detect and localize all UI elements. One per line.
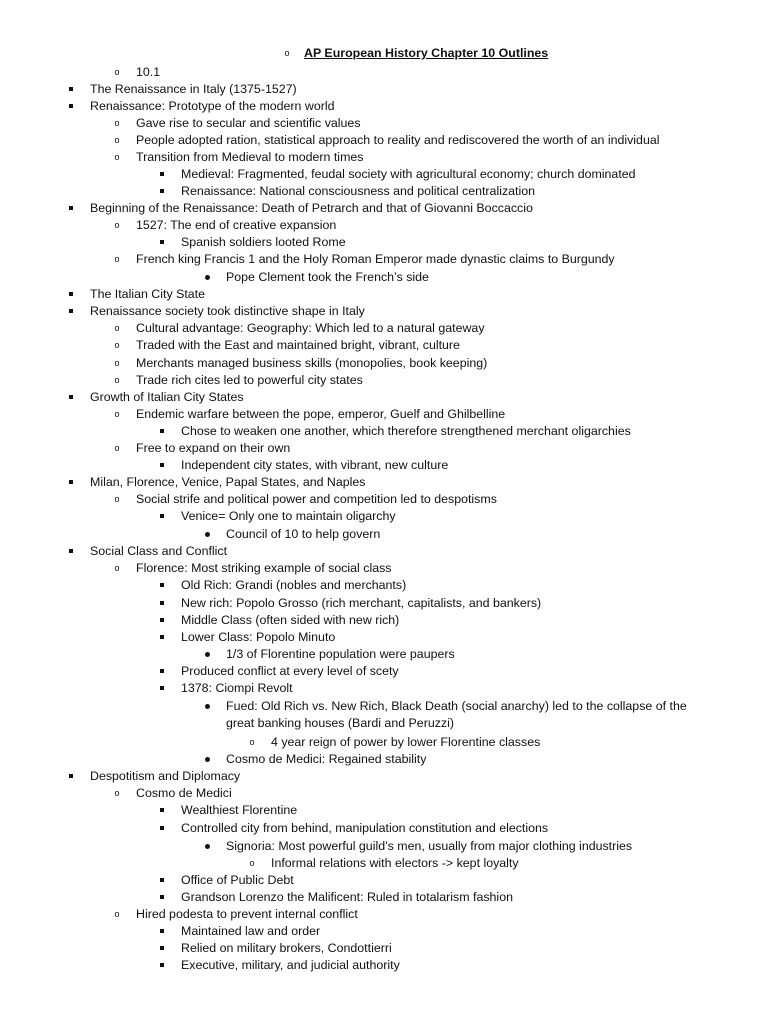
round-bullet-marker — [202, 526, 212, 543]
outline-item-level-3 — [0, 457, 768, 474]
outline-item-level-2 — [0, 406, 768, 423]
square-bullet-marker — [66, 98, 76, 115]
hollow-bullet-marker: o — [114, 788, 120, 798]
square-bullet-marker — [157, 234, 167, 251]
square-bullet-marker — [157, 889, 167, 906]
square-bullet-marker — [157, 957, 167, 974]
outline-item-text: Independent city states, with vibrant, new culture — [181, 458, 449, 472]
outline-item-text: Renaissance: Prototype of the modern world — [90, 99, 335, 113]
outline-item-text: 1/3 of Florentine population were paupers — [226, 647, 455, 661]
outline-item-text: Chose to weaken one another, which therefore strengthened merchant oligarchies — [181, 424, 631, 438]
outline-item-level-2 — [0, 440, 768, 457]
outline-item-level-3 — [0, 802, 768, 819]
outline-item-level-2 — [0, 132, 768, 149]
outline-item-text: Fued: Old Rich vs. New Rich, Black Death (social anarchy) led to the collapse of the great banking houses (Bardi and Peruzzi) — [226, 699, 687, 730]
round-bullet-marker — [202, 751, 212, 768]
outline-item-text: 4 year reign of power by lower Florentine classes — [271, 735, 541, 749]
outline-item-level-1 — [0, 474, 768, 491]
outline-item-level-3 — [0, 508, 768, 525]
hollow-bullet-marker: o — [114, 135, 120, 145]
square-bullet-marker — [157, 629, 167, 646]
outline-item-level-5 — [0, 855, 768, 872]
outline-item-level-3 — [0, 820, 768, 837]
outline-item-text: The Renaissance in Italy (1375-1527) — [90, 82, 297, 96]
round-bullet-marker — [202, 838, 212, 855]
title-marker: o — [284, 48, 290, 58]
square-bullet-marker — [157, 595, 167, 612]
outline-item-level-2 — [0, 149, 768, 166]
outline-item-text: New rich: Popolo Grosso (rich merchant, capitalists, and bankers) — [181, 596, 542, 610]
outline-item-text: Endemic warfare between the pope, emperor, Guelf and Ghilbelline — [136, 407, 506, 421]
outline-item-text: Florence: Most striking example of social class — [136, 561, 392, 575]
outline-item-level-1 — [0, 768, 768, 785]
outline-item-level-3 — [0, 663, 768, 680]
outline-item-level-2 — [0, 115, 768, 132]
outline-item-text: Free to expand on their own — [136, 441, 291, 455]
outline-item-level-4 — [0, 269, 768, 286]
outline-item-level-3 — [0, 680, 768, 697]
hollow-bullet-marker: o — [114, 323, 120, 333]
outline-item-level-1 — [0, 286, 768, 303]
square-bullet-marker — [66, 303, 76, 320]
outline-item-text: Venice= Only one to maintain oligarchy — [181, 509, 396, 523]
outline-item-text: Beginning of the Renaissance: Death of Petrarch and that of Giovanni Boccaccio — [90, 201, 533, 215]
outline-item-text: Controlled city from behind, manipulation constitution and elections — [181, 821, 549, 835]
outline-item-text: Council of 10 to help govern — [226, 527, 381, 541]
outline-item-level-1 — [0, 389, 768, 406]
square-bullet-marker — [66, 286, 76, 303]
hollow-bullet-marker: o — [114, 220, 120, 230]
hollow-bullet-marker: o — [114, 254, 120, 264]
outline-item-text: 1527: The end of creative expansion — [136, 218, 337, 232]
outline-item-level-1 — [0, 98, 768, 115]
hollow-bullet-marker: o — [114, 409, 120, 419]
square-bullet-marker — [157, 423, 167, 440]
outline-item-text: People adopted ration, statistical approach to reality and rediscovered the worth of an individual — [136, 133, 660, 147]
outline-item-level-2 — [0, 372, 768, 389]
outline-item-text: Milan, Florence, Venice, Papal States, and Naples — [90, 475, 366, 489]
outline-item-text: Middle Class (often sided with new rich) — [181, 613, 400, 627]
hollow-bullet-marker: o — [249, 858, 255, 868]
square-bullet-marker — [157, 577, 167, 594]
square-bullet-marker — [157, 183, 167, 200]
outline-item-text: Traded with the East and maintained bright, vibrant, culture — [136, 338, 460, 352]
outline-item-level-1 — [0, 81, 768, 98]
outline-item-level-3 — [0, 577, 768, 594]
outline-item-level-3 — [0, 612, 768, 629]
section-marker: o — [114, 67, 120, 77]
square-bullet-marker — [66, 81, 76, 98]
outline-item-level-1 — [0, 200, 768, 217]
round-bullet-marker — [202, 269, 212, 286]
outline-item-level-2 — [0, 355, 768, 372]
outline-item-text: Signoria: Most powerful guild’s men, usually from major clothing industries — [226, 839, 633, 853]
outline-item-text: Growth of Italian City States — [90, 390, 244, 404]
square-bullet-marker — [66, 768, 76, 785]
outline-item-level-2 — [0, 491, 768, 508]
square-bullet-marker — [157, 166, 167, 183]
outline-item-text: Pope Clement took the French’s side — [226, 270, 429, 284]
round-bullet-marker — [202, 646, 212, 663]
square-bullet-marker — [157, 508, 167, 525]
outline-item-text: Social Class and Conflict — [90, 544, 228, 558]
outline-item-level-3 — [0, 957, 768, 974]
square-bullet-marker — [157, 663, 167, 680]
outline-item-text: Executive, military, and judicial authority — [181, 958, 400, 972]
outline-item-level-1 — [0, 303, 768, 320]
outline-item-level-3 — [0, 923, 768, 940]
square-bullet-marker — [157, 872, 167, 889]
outline-item-level-4 — [0, 646, 768, 663]
outline-item-level-5 — [0, 734, 768, 751]
outline-item-level-4 — [0, 838, 768, 855]
outline-item-level-2 — [0, 560, 768, 577]
outline-item-level-2 — [0, 785, 768, 802]
hollow-bullet-marker: o — [114, 375, 120, 385]
section-number: 10.1 — [136, 65, 161, 79]
square-bullet-marker — [157, 802, 167, 819]
hollow-bullet-marker: o — [114, 118, 120, 128]
hollow-bullet-marker: o — [114, 358, 120, 368]
outline-item-text: Social strife and political power and competition led to despotisms — [136, 492, 497, 506]
outline-item-text: 1378: Ciompi Revolt — [181, 681, 293, 695]
square-bullet-marker — [157, 940, 167, 957]
outline-item-level-3 — [0, 423, 768, 440]
outline-item-level-3 — [0, 183, 768, 200]
outline-item-text: Maintained law and order — [181, 924, 321, 938]
hollow-bullet-marker: o — [249, 737, 255, 747]
square-bullet-marker — [157, 680, 167, 697]
outline-item-text: Despotitism and Diplomacy — [90, 769, 241, 783]
outline-item-text: Renaissance: National consciousness and political centralization — [181, 184, 536, 198]
square-bullet-marker — [157, 820, 167, 837]
outline-item-level-2 — [0, 320, 768, 337]
title-line — [0, 45, 768, 62]
square-bullet-marker — [66, 200, 76, 217]
square-bullet-marker — [157, 457, 167, 474]
outline-item-level-2 — [0, 251, 768, 268]
outline-item-text: Grandson Lorenzo the Malificent: Ruled in totalarism fashion — [181, 890, 513, 904]
outline-item-text: Gave rise to secular and scientific values — [136, 116, 361, 130]
hollow-bullet-marker: o — [114, 443, 120, 453]
outline-item-text: Cultural advantage: Geography: Which led to a natural gateway — [136, 321, 485, 335]
outline-item-text: Spanish soldiers looted Rome — [181, 235, 346, 249]
round-bullet-marker — [202, 698, 212, 715]
outline-item-text: Office of Public Debt — [181, 873, 294, 887]
outline-item-level-3 — [0, 889, 768, 906]
outline-item-level-3 — [0, 595, 768, 612]
outline-item-text: Informal relations with electors -> kept loyalty — [271, 856, 519, 870]
outline-item-text: Cosmo de Medici — [136, 786, 232, 800]
outline-item-text: Produced conflict at every level of scety — [181, 664, 399, 678]
outline-item-text: Old Rich: Grandi (nobles and merchants) — [181, 578, 407, 592]
outline-item-level-2 — [0, 906, 768, 923]
outline-item-level-4 — [0, 698, 768, 730]
hollow-bullet-marker: o — [114, 340, 120, 350]
outline-item-text: Lower Class: Popolo Minuto — [181, 630, 336, 644]
outline-item-text: Relied on military brokers, Condottierri — [181, 941, 392, 955]
outline-item-text: The Italian City State — [90, 287, 206, 301]
outline-item-level-2 — [0, 337, 768, 354]
hollow-bullet-marker: o — [114, 152, 120, 162]
outline-item-level-3 — [0, 234, 768, 251]
square-bullet-marker — [157, 923, 167, 940]
outline-item-level-4 — [0, 751, 768, 768]
square-bullet-marker — [66, 543, 76, 560]
outline-item-text: Trade rich cites led to powerful city states — [136, 373, 363, 387]
outline-item-text: Merchants managed business skills (monopolies, book keeping) — [136, 356, 488, 370]
square-bullet-marker — [157, 612, 167, 629]
outline-item-level-2 — [0, 217, 768, 234]
outline-item-text: Wealthiest Florentine — [181, 803, 298, 817]
square-bullet-marker — [66, 389, 76, 406]
outline-item-level-3 — [0, 629, 768, 646]
hollow-bullet-marker: o — [114, 494, 120, 504]
square-bullet-marker — [66, 474, 76, 491]
outline-item-level-3 — [0, 166, 768, 183]
outline-item-level-1 — [0, 543, 768, 560]
outline-item-text: Hired podesta to prevent internal conflict — [136, 907, 358, 921]
outline-item-level-4 — [0, 526, 768, 543]
hollow-bullet-marker: o — [114, 563, 120, 573]
outline-item-text: Medieval: Fragmented, feudal society with agricultural economy; church dominated — [181, 167, 636, 181]
outline-item-text: Renaissance society took distinctive shape in Italy — [90, 304, 365, 318]
section-line — [0, 64, 768, 81]
outline-item-level-3 — [0, 940, 768, 957]
hollow-bullet-marker: o — [114, 909, 120, 919]
outline-item-level-3 — [0, 872, 768, 889]
outline-item-text: French king Francis 1 and the Holy Roman Emperor made dynastic claims to Burgundy — [136, 252, 615, 266]
document-title: AP European History Chapter 10 Outlines — [304, 46, 549, 60]
outline-item-text: Cosmo de Medici: Regained stability — [226, 752, 427, 766]
outline-item-text: Transition from Medieval to modern times — [136, 150, 364, 164]
